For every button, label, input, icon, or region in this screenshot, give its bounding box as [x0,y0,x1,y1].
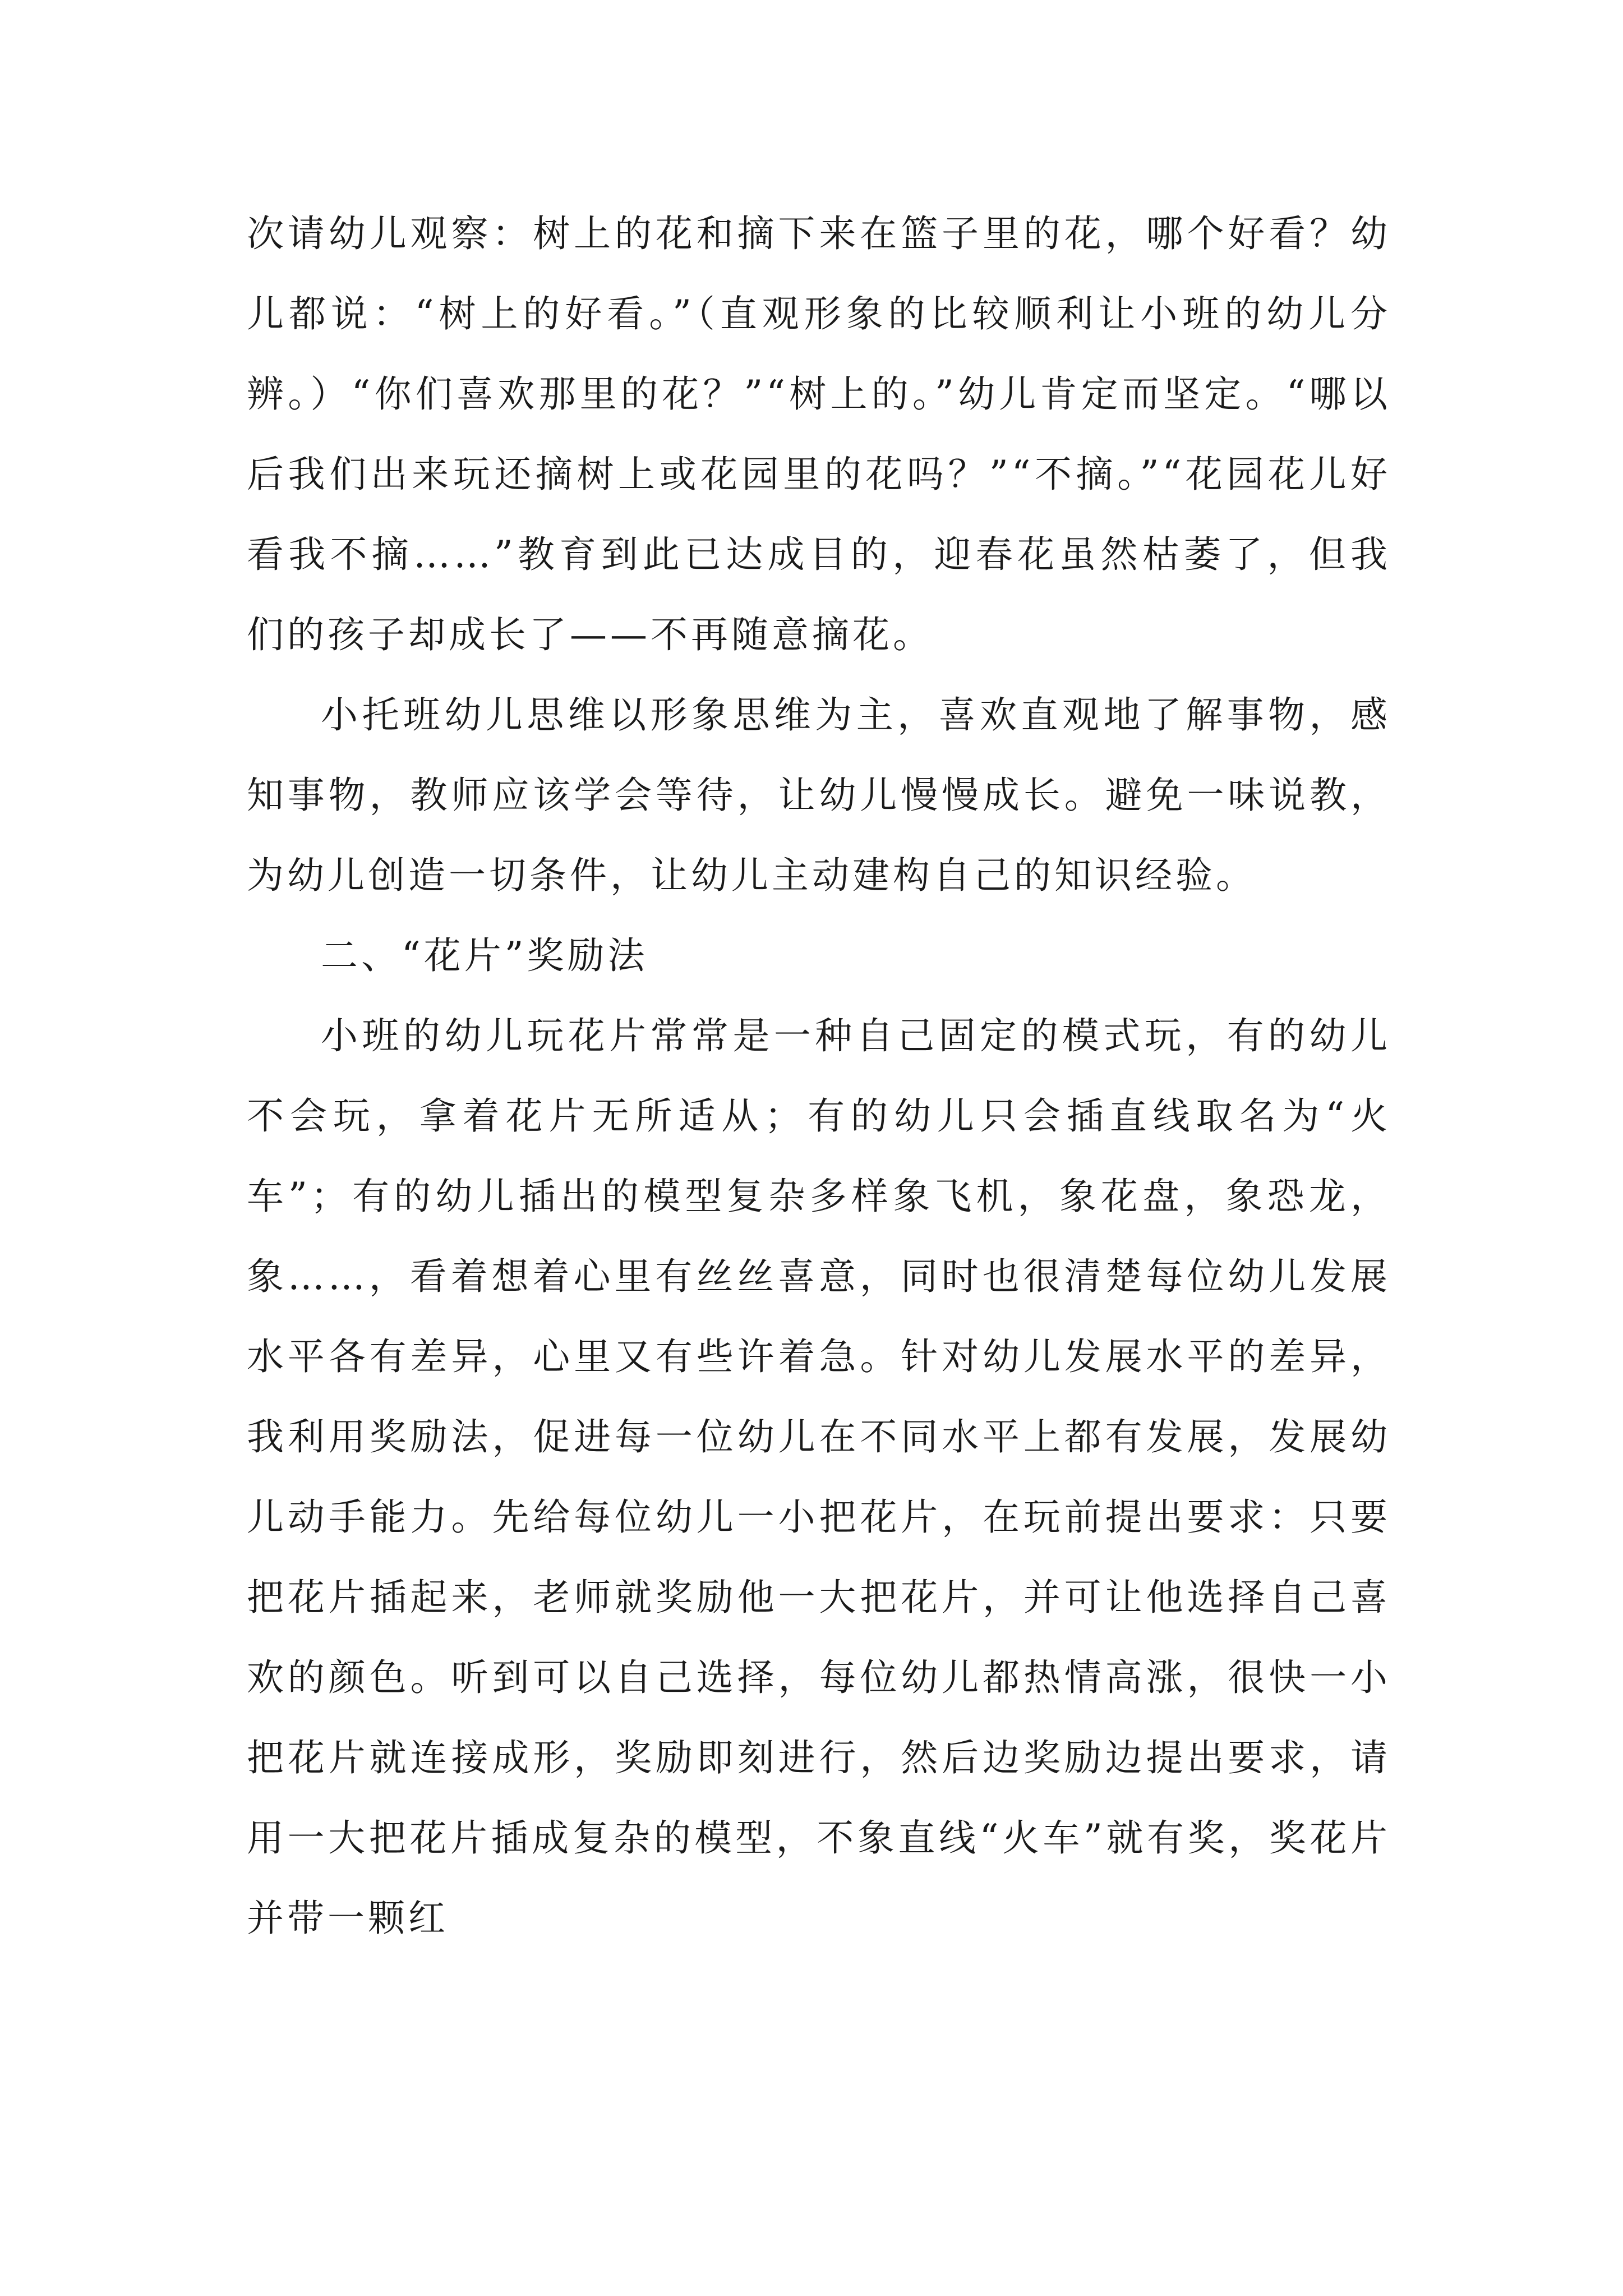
document-body [247,194,1391,1958]
paragraph-section-body: 小班的幼儿玩花片常常是一种自己固定的模式玩，有的幼儿不会玩，拿着花片无所适从；有的幼儿只会插直线取名为“火车”；有的幼儿插出的模型复杂多样象飞机，象花盘，象恐龙，象……，看着想着心里有丝丝喜意，同时也很清楚每位幼儿发展水平各有差异，心里又有些许着急。针对幼儿发展水平的差异，我利用奖励法，促进每一位幼儿在不同水平上都有发展，发展幼儿动手能力。先给每位幼儿一小把花片，在玩前提出要求：只要把花片插起来，老师就奖励他一大把花片，并可让他选择自己喜欢的颜色。听到可以自己选择，每位幼儿都热情高涨，很快一小把花片就连接成形，奖励即刻进行，然后边奖励边提出要求，请用一大把花片插成复杂的模型，不象直线“火车”就有奖，奖花片并带一颗红 [247,1014,1391,1940]
paragraph-summary: 小托班幼儿思维以形象思维为主，喜欢直观地了解事物，感知事物，教师应该学会等待，让幼儿慢慢成长。避免一味说教，为幼儿创造一切条件，让幼儿主动建构自己的知识经验。 [247,693,1391,897]
paragraph-continued: 次请幼儿观察：树上的花和摘下来在篮子里的花，哪个好看？幼儿都说：“树上的好看。”（直观形象的比较顺利让小班的幼儿分辨。）“你们喜欢那里的花？”“树上的。”幼儿肯定而坚定。“哪以后我们出来玩还摘树上或花园里的花吗？”“不摘。”“花园花儿好看我不摘……”教育到此已达成目的，迎春花虽然枯萎了，但我们的孩子却成长了——不再随意摘花。 [247,212,1391,656]
section-heading: 二、“花片”奖励法 [321,934,648,977]
